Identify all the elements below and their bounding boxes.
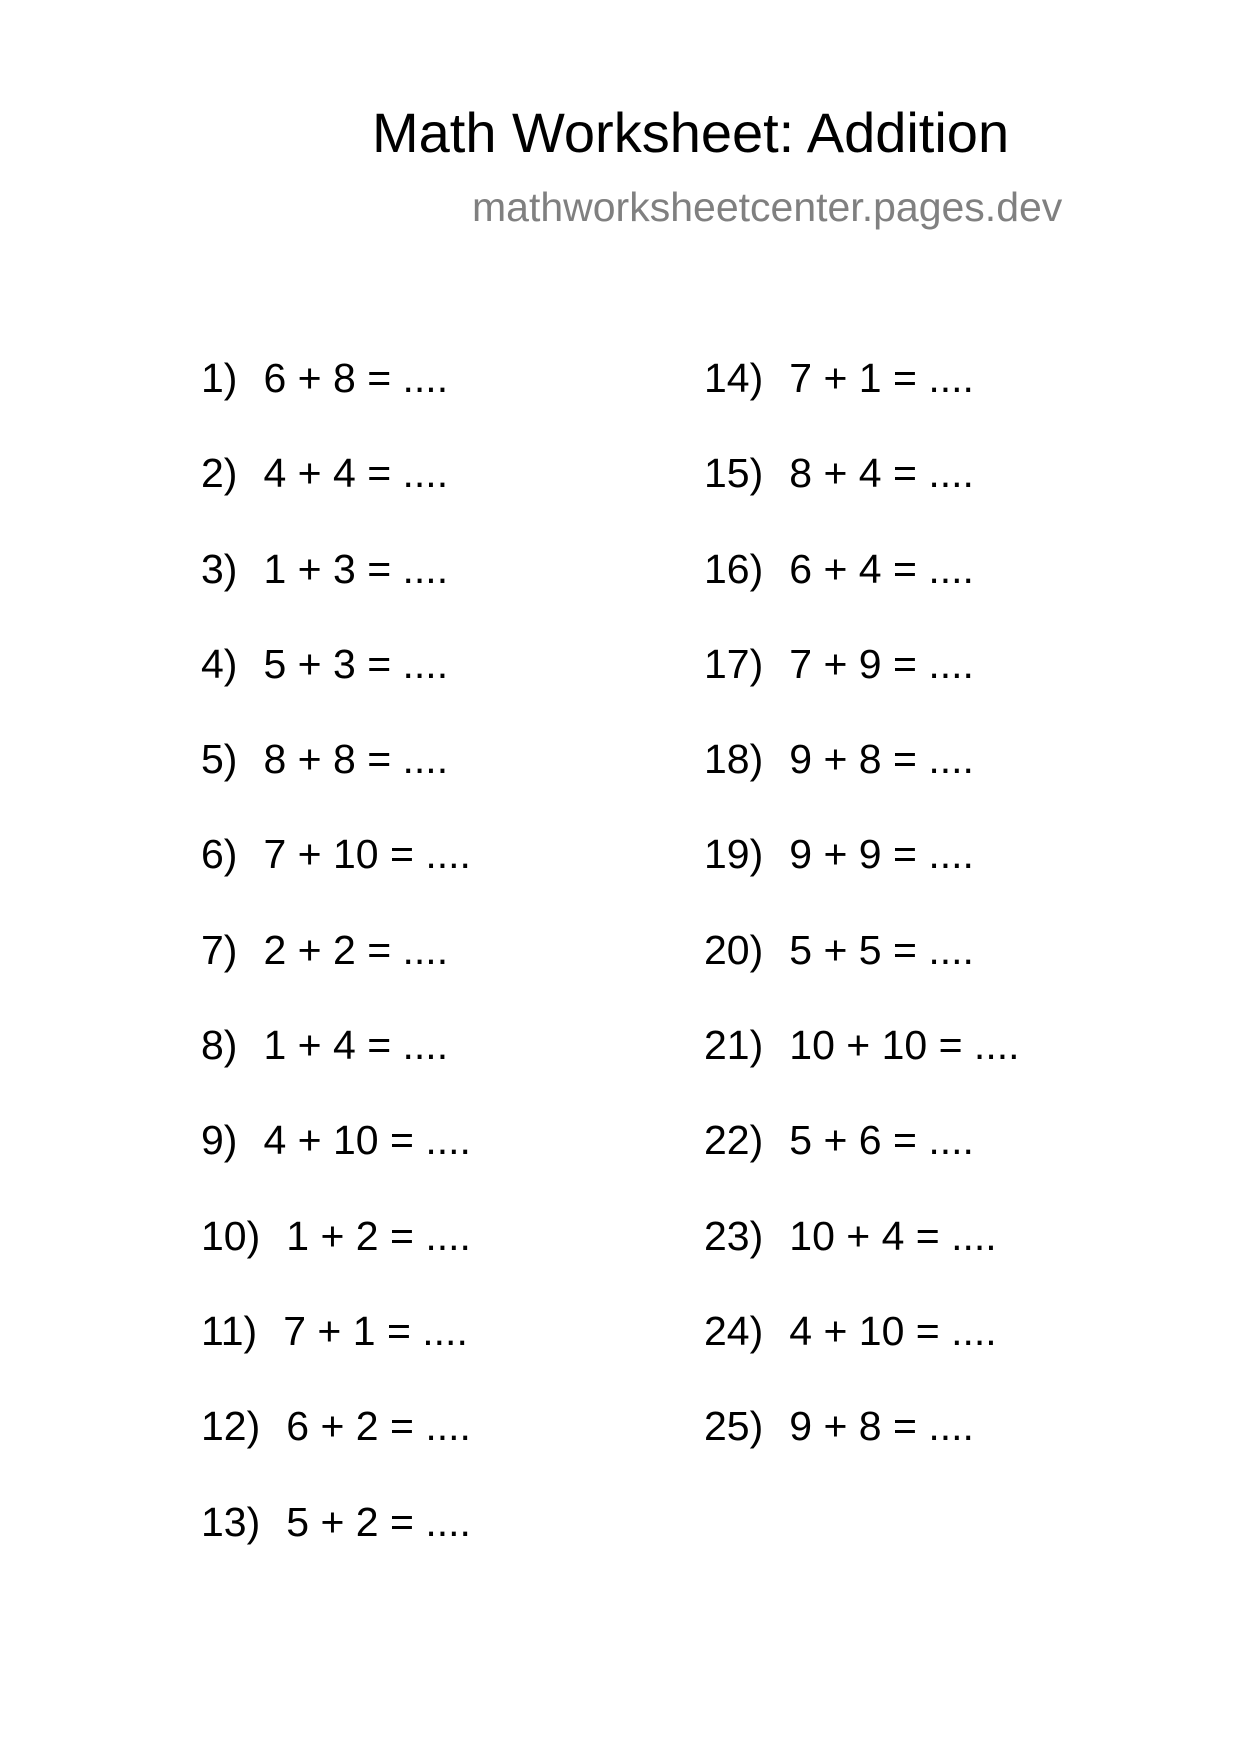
problem-expression: 1 + 4 = .... (263, 1022, 449, 1069)
problem-number: 14) (704, 355, 764, 401)
problem-number: 7) (201, 926, 238, 973)
problem-expression: 9 + 9 = .... (789, 831, 974, 878)
problem-number: 13) (201, 1498, 261, 1545)
problem-14 (704, 352, 1020, 447)
problem-number: 2) (201, 450, 238, 497)
problem-expression: 4 + 10 = .... (789, 1307, 997, 1354)
problem-expression: 7 + 1 = .... (789, 355, 974, 401)
site-url: mathworksheetcenter.pages.dev (472, 184, 1063, 230)
problem-5 (201, 733, 471, 828)
problem-21 (704, 1019, 1020, 1114)
problem-expression: 4 + 4 = .... (263, 450, 449, 497)
problem-6 (201, 828, 471, 923)
problem-number: 18) (704, 736, 764, 783)
problem-expression: 10 + 4 = .... (789, 1212, 997, 1259)
problem-number: 4) (201, 640, 238, 687)
problem-4 (201, 638, 471, 733)
problem-19 (704, 828, 1020, 923)
problem-11 (201, 1305, 471, 1400)
problem-expression: 6 + 2 = .... (286, 1403, 471, 1450)
problem-expression: 7 + 1 = .... (283, 1307, 468, 1354)
problem-2 (201, 447, 471, 542)
page-title: Math Worksheet: Addition (372, 101, 1010, 164)
problem-3 (201, 543, 471, 638)
problem-number: 17) (704, 640, 764, 687)
problem-expression: 5 + 2 = .... (286, 1498, 471, 1545)
problem-number: 8) (201, 1022, 238, 1069)
problem-23 (704, 1210, 1020, 1305)
problem-number: 3) (201, 545, 238, 592)
problem-expression: 6 + 8 = .... (263, 355, 449, 401)
problem-expression: 1 + 3 = .... (263, 545, 449, 592)
problem-12 (201, 1400, 471, 1495)
problem-number: 1) (201, 355, 238, 401)
problem-15 (704, 447, 1020, 542)
problem-expression: 7 + 9 = .... (789, 640, 974, 687)
problem-number: 16) (704, 545, 764, 592)
problem-17 (704, 638, 1020, 733)
problem-24 (704, 1305, 1020, 1400)
problem-expression: 9 + 8 = .... (789, 1403, 974, 1450)
problem-expression: 1 + 2 = .... (286, 1212, 471, 1259)
problem-number: 10) (201, 1212, 261, 1259)
problem-expression: 7 + 10 = .... (263, 831, 471, 878)
problem-9 (201, 1114, 471, 1209)
problem-number: 11) (201, 1307, 258, 1354)
problem-22 (704, 1114, 1020, 1209)
problem-number: 12) (201, 1403, 261, 1450)
problem-expression: 2 + 2 = .... (263, 926, 449, 973)
problem-25 (704, 1400, 1020, 1495)
problem-number: 15) (704, 450, 764, 497)
problem-number: 19) (704, 831, 764, 878)
problem-expression: 5 + 5 = .... (789, 926, 974, 973)
problem-expression: 8 + 8 = .... (263, 736, 449, 783)
problem-column-right (704, 352, 1020, 1496)
problem-expression: 8 + 4 = .... (789, 450, 974, 497)
problem-10 (201, 1210, 471, 1305)
problem-expression: 10 + 10 = .... (789, 1022, 1020, 1069)
problem-16 (704, 543, 1020, 638)
problem-expression: 4 + 10 = .... (263, 1117, 471, 1164)
problem-18 (704, 733, 1020, 828)
problem-column-left (201, 352, 471, 1591)
problem-number: 5) (201, 736, 238, 783)
problem-number: 22) (704, 1117, 764, 1164)
problem-number: 25) (704, 1403, 764, 1450)
problem-20 (704, 924, 1020, 1019)
problem-expression: 5 + 3 = .... (263, 640, 449, 687)
problem-number: 23) (704, 1212, 764, 1259)
problem-expression: 6 + 4 = .... (789, 545, 974, 592)
problem-expression: 5 + 6 = .... (789, 1117, 974, 1164)
problem-1 (201, 352, 471, 447)
problem-number: 21) (704, 1022, 764, 1069)
problem-number: 24) (704, 1307, 764, 1354)
problem-number: 20) (704, 926, 764, 973)
problem-number: 9) (201, 1117, 238, 1164)
problem-number: 6) (201, 831, 238, 878)
problem-8 (201, 1019, 471, 1114)
problem-7 (201, 924, 471, 1019)
problem-13 (201, 1496, 471, 1591)
problem-expression: 9 + 8 = .... (789, 736, 974, 783)
